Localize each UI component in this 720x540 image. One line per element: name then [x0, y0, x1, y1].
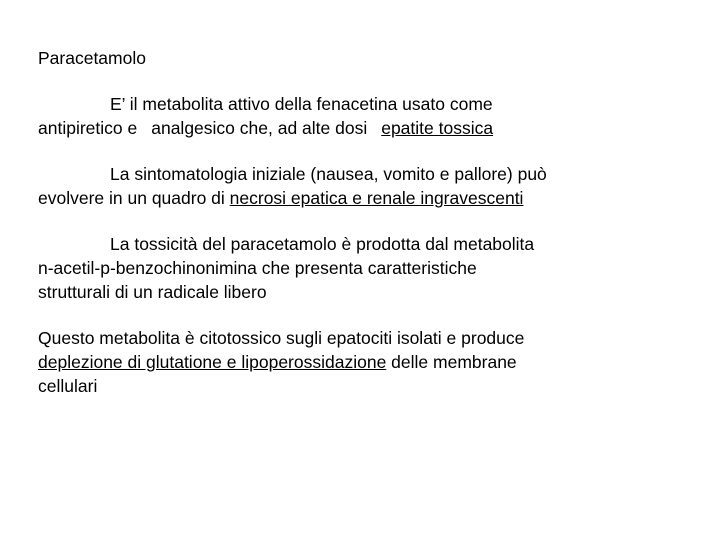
paragraph-symptoms: [38, 162, 698, 210]
underlined-text: deplezione di glutatione e lipoperossidazione: [38, 352, 387, 372]
paragraph-line: [38, 162, 698, 186]
text-span: E’ il metabolita attivo della fenacetina usato come: [110, 94, 493, 114]
text-span: La sintomatologia iniziale (nausea, vomito e pallore) può: [110, 164, 547, 184]
paragraph-line: strutturali di un radicale libero: [38, 282, 267, 302]
slide-content: [38, 46, 698, 420]
paragraph-line: [38, 186, 698, 210]
paragraph-line: [38, 116, 698, 140]
text-span: analgesico che, ad alte dosi: [151, 118, 368, 138]
paragraph-toxicity: [38, 232, 698, 304]
paragraph-line: [38, 92, 698, 116]
text-span: antipiretico e: [38, 118, 138, 138]
text-span: delle membrane: [386, 352, 517, 372]
paragraph-cytotoxic: [38, 326, 698, 398]
paragraph-line: [38, 350, 698, 374]
paragraph-line: Questo metabolita è citotossico sugli epatociti isolati e produce: [38, 328, 525, 348]
underlined-text: epatite tossica: [381, 118, 494, 138]
paragraph-line: cellulari: [38, 376, 98, 396]
underlined-text: necrosi epatica e renale ingravescenti: [229, 188, 524, 208]
text-span: evolvere in un quadro di: [38, 188, 230, 208]
slide-title: Paracetamolo: [38, 48, 146, 68]
paragraph-metabolite: [38, 92, 698, 140]
paragraph-line: n-acetil-p-benzochinonimina che presenta caratteristiche: [38, 258, 477, 278]
paragraph-line: [38, 232, 698, 256]
text-span: La tossicità del paracetamolo è prodotta dal metabolita: [110, 234, 535, 254]
